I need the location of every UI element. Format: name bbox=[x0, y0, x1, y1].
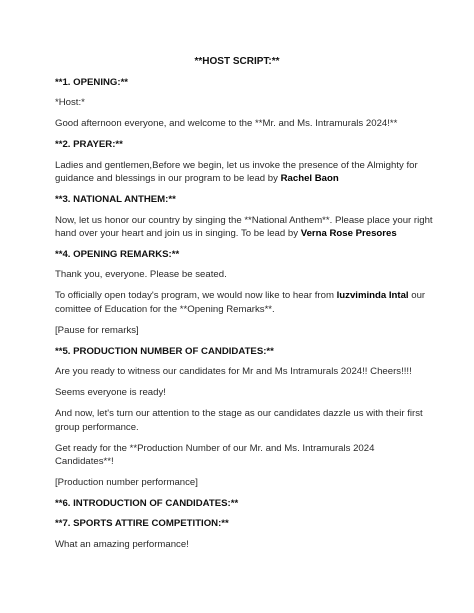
prayer-leader: Rachel Baon bbox=[280, 173, 339, 185]
section-heading-production: **5. PRODUCTION NUMBER OF CANDIDATES:** bbox=[55, 345, 274, 357]
section-heading-introduction: **6. INTRODUCTION OF CANDIDATES:** bbox=[55, 498, 239, 510]
remarks-intro bbox=[55, 289, 435, 316]
anthem-text: Now, let us honor our country by singing the **National Anthem**. Please place your right hand over your heart and join us in singing. To be lead by bbox=[55, 214, 433, 240]
production-get-ready: Get ready for the **Production Number of our Mr. and Ms. Intramurals 2024 Candidates**! bbox=[55, 442, 375, 468]
prayer-paragraph bbox=[55, 159, 435, 186]
document-title: **HOST SCRIPT:** bbox=[194, 56, 280, 67]
remarks-pause: [Pause for remarks] bbox=[55, 324, 139, 336]
production-ready: Are you ready to witness our candidates for Mr and Ms Intramurals 2024!! Cheers!!!! bbox=[55, 366, 412, 378]
anthem-leader: Verna Rose Presores bbox=[300, 228, 397, 240]
section-heading-prayer: **2. PRAYER:** bbox=[55, 139, 123, 151]
document-body bbox=[55, 76, 435, 559]
remarks-intro-before: To officially open today's program, we would now like to hear from bbox=[55, 290, 337, 302]
remarks-thanks: Thank you, everyone. Please be seated. bbox=[55, 269, 227, 281]
opening-welcome: Good afternoon everyone, and welcome to the **Mr. and Ms. Intramurals 2024!** bbox=[55, 118, 398, 130]
production-turn: And now, let's turn our attention to the stage as our candidates dazzle us with their first group performance. bbox=[55, 408, 423, 433]
sports-text: What an amazing performance! bbox=[55, 538, 189, 550]
production-performance: [Production number performance] bbox=[55, 477, 198, 489]
section-heading-remarks: **4. OPENING REMARKS:** bbox=[55, 249, 180, 261]
section-heading-sports: **7. SPORTS ATTIRE COMPETITION:** bbox=[55, 518, 229, 530]
section-heading-anthem: **3. NATIONAL ANTHEM:** bbox=[55, 194, 176, 206]
host-label: *Host:* bbox=[55, 97, 85, 109]
section-heading-opening: **1. OPENING:** bbox=[55, 77, 129, 88]
remarks-intro-after: our comittee of Education for the **Opening Remarks**. bbox=[55, 290, 426, 315]
prayer-text: Ladies and gentlemen,Before we begin, let us invoke the presence of the Almighty for guidance and blessings in our program to be lead by bbox=[55, 159, 418, 185]
production-seems: Seems everyone is ready! bbox=[55, 387, 166, 399]
remarks-speaker: luzviminda Intal bbox=[336, 290, 409, 302]
anthem-paragraph bbox=[55, 214, 435, 241]
